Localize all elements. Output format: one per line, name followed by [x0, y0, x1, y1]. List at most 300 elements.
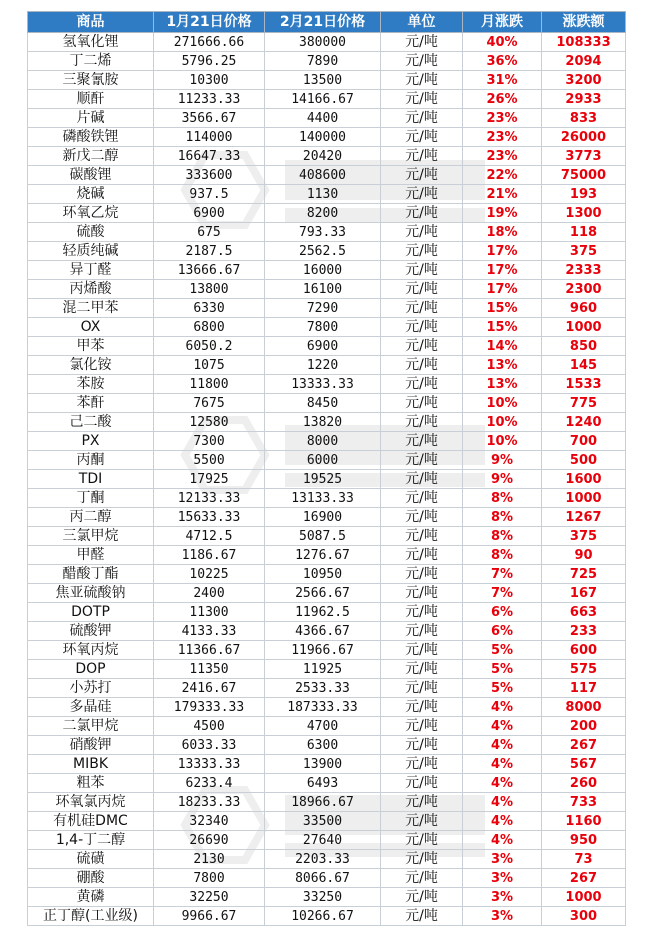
- change-amount-cell[interactable]: 575: [542, 660, 626, 679]
- product-cell[interactable]: 烧碱: [28, 185, 154, 204]
- feb-price-cell[interactable]: 18966.67: [265, 793, 381, 812]
- product-cell[interactable]: TDI: [28, 470, 154, 489]
- product-cell[interactable]: 丙二醇: [28, 508, 154, 527]
- monthly-change-cell[interactable]: 5%: [463, 660, 542, 679]
- monthly-change-cell[interactable]: 8%: [463, 508, 542, 527]
- change-amount-cell[interactable]: 2933: [542, 90, 626, 109]
- unit-cell[interactable]: 元/吨: [381, 166, 463, 185]
- product-cell[interactable]: 硼酸: [28, 869, 154, 888]
- jan-price-cell[interactable]: 1186.67: [154, 546, 265, 565]
- jan-price-cell[interactable]: 12133.33: [154, 489, 265, 508]
- product-cell[interactable]: 新戊二醇: [28, 147, 154, 166]
- jan-price-cell[interactable]: 7675: [154, 394, 265, 413]
- monthly-change-cell[interactable]: 4%: [463, 812, 542, 831]
- unit-cell[interactable]: 元/吨: [381, 299, 463, 318]
- jan-price-cell[interactable]: 675: [154, 223, 265, 242]
- feb-price-cell[interactable]: 13900: [265, 755, 381, 774]
- jan-price-cell[interactable]: 32340: [154, 812, 265, 831]
- product-cell[interactable]: 甲苯: [28, 337, 154, 356]
- product-cell[interactable]: 多晶硅: [28, 698, 154, 717]
- product-cell[interactable]: 有机硅DMC: [28, 812, 154, 831]
- header-change-amount[interactable]: 涨跌额: [542, 12, 626, 33]
- unit-cell[interactable]: 元/吨: [381, 356, 463, 375]
- unit-cell[interactable]: 元/吨: [381, 584, 463, 603]
- unit-cell[interactable]: 元/吨: [381, 204, 463, 223]
- monthly-change-cell[interactable]: 17%: [463, 261, 542, 280]
- change-amount-cell[interactable]: 950: [542, 831, 626, 850]
- change-amount-cell[interactable]: 1267: [542, 508, 626, 527]
- jan-price-cell[interactable]: 7300: [154, 432, 265, 451]
- change-amount-cell[interactable]: 1000: [542, 489, 626, 508]
- unit-cell[interactable]: 元/吨: [381, 337, 463, 356]
- jan-price-cell[interactable]: 13800: [154, 280, 265, 299]
- feb-price-cell[interactable]: 2566.67: [265, 584, 381, 603]
- unit-cell[interactable]: 元/吨: [381, 318, 463, 337]
- unit-cell[interactable]: 元/吨: [381, 90, 463, 109]
- table-row: [28, 90, 626, 109]
- monthly-change-cell[interactable]: 22%: [463, 166, 542, 185]
- monthly-change-cell[interactable]: 5%: [463, 641, 542, 660]
- unit-cell[interactable]: 元/吨: [381, 432, 463, 451]
- table-row: [28, 774, 626, 793]
- product-cell[interactable]: 小苏打: [28, 679, 154, 698]
- monthly-change-cell[interactable]: 13%: [463, 356, 542, 375]
- product-cell[interactable]: 磷酸铁锂: [28, 128, 154, 147]
- feb-price-cell[interactable]: 11962.5: [265, 603, 381, 622]
- monthly-change-cell[interactable]: 31%: [463, 71, 542, 90]
- monthly-change-cell[interactable]: 9%: [463, 451, 542, 470]
- table-row: [28, 185, 626, 204]
- unit-cell[interactable]: 元/吨: [381, 242, 463, 261]
- feb-price-cell[interactable]: 13333.33: [265, 375, 381, 394]
- jan-price-cell[interactable]: 6233.4: [154, 774, 265, 793]
- monthly-change-cell[interactable]: 3%: [463, 888, 542, 907]
- jan-price-cell[interactable]: 4712.5: [154, 527, 265, 546]
- feb-price-cell[interactable]: 408600: [265, 166, 381, 185]
- jan-price-cell[interactable]: 11350: [154, 660, 265, 679]
- feb-price-cell[interactable]: 1130: [265, 185, 381, 204]
- unit-cell[interactable]: 元/吨: [381, 622, 463, 641]
- product-cell[interactable]: 混二甲苯: [28, 299, 154, 318]
- jan-price-cell[interactable]: 271666.66: [154, 33, 265, 52]
- change-amount-cell[interactable]: 3200: [542, 71, 626, 90]
- jan-price-cell[interactable]: 13666.67: [154, 261, 265, 280]
- jan-price-cell[interactable]: 12580: [154, 413, 265, 432]
- unit-cell[interactable]: 元/吨: [381, 660, 463, 679]
- change-amount-cell[interactable]: 90: [542, 546, 626, 565]
- unit-cell[interactable]: 元/吨: [381, 261, 463, 280]
- monthly-change-cell[interactable]: 4%: [463, 774, 542, 793]
- feb-price-cell[interactable]: 7890: [265, 52, 381, 71]
- unit-cell[interactable]: 元/吨: [381, 698, 463, 717]
- unit-cell[interactable]: 元/吨: [381, 52, 463, 71]
- change-amount-cell[interactable]: 567: [542, 755, 626, 774]
- change-amount-cell[interactable]: 3773: [542, 147, 626, 166]
- feb-price-cell[interactable]: 6900: [265, 337, 381, 356]
- unit-cell[interactable]: 元/吨: [381, 451, 463, 470]
- table-row: [28, 71, 626, 90]
- feb-price-cell[interactable]: 187333.33: [265, 698, 381, 717]
- change-amount-cell[interactable]: 1533: [542, 375, 626, 394]
- monthly-change-cell[interactable]: 10%: [463, 413, 542, 432]
- change-amount-cell[interactable]: 375: [542, 242, 626, 261]
- jan-price-cell[interactable]: 11366.67: [154, 641, 265, 660]
- feb-price-cell[interactable]: 11925: [265, 660, 381, 679]
- change-amount-cell[interactable]: 1000: [542, 888, 626, 907]
- unit-cell[interactable]: 元/吨: [381, 470, 463, 489]
- change-amount-cell[interactable]: 500: [542, 451, 626, 470]
- table-row: [28, 318, 626, 337]
- unit-cell[interactable]: 元/吨: [381, 774, 463, 793]
- monthly-change-cell[interactable]: 36%: [463, 52, 542, 71]
- jan-price-cell[interactable]: 4500: [154, 717, 265, 736]
- table-row: [28, 888, 626, 907]
- header-unit[interactable]: 单位: [381, 12, 463, 33]
- unit-cell[interactable]: 元/吨: [381, 508, 463, 527]
- change-amount-cell[interactable]: 600: [542, 641, 626, 660]
- product-cell[interactable]: 环氧乙烷: [28, 204, 154, 223]
- change-amount-cell[interactable]: 1000: [542, 318, 626, 337]
- feb-price-cell[interactable]: 8200: [265, 204, 381, 223]
- jan-price-cell[interactable]: 2130: [154, 850, 265, 869]
- jan-price-cell[interactable]: 3566.67: [154, 109, 265, 128]
- unit-cell[interactable]: 元/吨: [381, 147, 463, 166]
- product-cell[interactable]: 顺酐: [28, 90, 154, 109]
- feb-price-cell[interactable]: 4366.67: [265, 622, 381, 641]
- change-amount-cell[interactable]: 1600: [542, 470, 626, 489]
- unit-cell[interactable]: 元/吨: [381, 565, 463, 584]
- jan-price-cell[interactable]: 9966.67: [154, 907, 265, 926]
- table-row: [28, 793, 626, 812]
- change-amount-cell[interactable]: 850: [542, 337, 626, 356]
- change-amount-cell[interactable]: 233: [542, 622, 626, 641]
- monthly-change-cell[interactable]: 10%: [463, 394, 542, 413]
- change-amount-cell[interactable]: 108333: [542, 33, 626, 52]
- product-cell[interactable]: 氯化铵: [28, 356, 154, 375]
- monthly-change-cell[interactable]: 8%: [463, 489, 542, 508]
- jan-price-cell[interactable]: 4133.33: [154, 622, 265, 641]
- jan-price-cell[interactable]: 333600: [154, 166, 265, 185]
- jan-price-cell[interactable]: 17925: [154, 470, 265, 489]
- feb-price-cell[interactable]: 5087.5: [265, 527, 381, 546]
- product-cell[interactable]: 苯胺: [28, 375, 154, 394]
- change-amount-cell[interactable]: 725: [542, 565, 626, 584]
- feb-price-cell[interactable]: 16900: [265, 508, 381, 527]
- jan-price-cell[interactable]: 179333.33: [154, 698, 265, 717]
- monthly-change-cell[interactable]: 15%: [463, 318, 542, 337]
- monthly-change-cell[interactable]: 13%: [463, 375, 542, 394]
- product-cell[interactable]: DOTP: [28, 603, 154, 622]
- product-cell[interactable]: 异丁醛: [28, 261, 154, 280]
- monthly-change-cell[interactable]: 3%: [463, 869, 542, 888]
- unit-cell[interactable]: 元/吨: [381, 736, 463, 755]
- product-cell[interactable]: 环氧丙烷: [28, 641, 154, 660]
- jan-price-cell[interactable]: 6033.33: [154, 736, 265, 755]
- feb-price-cell[interactable]: 19525: [265, 470, 381, 489]
- product-cell[interactable]: 环氧氯丙烷: [28, 793, 154, 812]
- product-cell[interactable]: PX: [28, 432, 154, 451]
- jan-price-cell[interactable]: 7800: [154, 869, 265, 888]
- unit-cell[interactable]: 元/吨: [381, 375, 463, 394]
- feb-price-cell[interactable]: 6300: [265, 736, 381, 755]
- table-row: [28, 356, 626, 375]
- product-cell[interactable]: 丁二烯: [28, 52, 154, 71]
- change-amount-cell[interactable]: 663: [542, 603, 626, 622]
- unit-cell[interactable]: 元/吨: [381, 755, 463, 774]
- product-cell[interactable]: MIBK: [28, 755, 154, 774]
- change-amount-cell[interactable]: 8000: [542, 698, 626, 717]
- feb-price-cell[interactable]: 7290: [265, 299, 381, 318]
- jan-price-cell[interactable]: 32250: [154, 888, 265, 907]
- feb-price-cell[interactable]: 2533.33: [265, 679, 381, 698]
- product-cell[interactable]: 醋酸丁酯: [28, 565, 154, 584]
- monthly-change-cell[interactable]: 4%: [463, 698, 542, 717]
- monthly-change-cell[interactable]: 14%: [463, 337, 542, 356]
- jan-price-cell[interactable]: 6330: [154, 299, 265, 318]
- change-amount-cell[interactable]: 118: [542, 223, 626, 242]
- change-amount-cell[interactable]: 733: [542, 793, 626, 812]
- feb-price-cell[interactable]: 8000: [265, 432, 381, 451]
- feb-price-cell[interactable]: 13133.33: [265, 489, 381, 508]
- table-row: [28, 584, 626, 603]
- monthly-change-cell[interactable]: 9%: [463, 470, 542, 489]
- monthly-change-cell[interactable]: 6%: [463, 603, 542, 622]
- jan-price-cell[interactable]: 16647.33: [154, 147, 265, 166]
- unit-cell[interactable]: 元/吨: [381, 831, 463, 850]
- feb-price-cell[interactable]: 4700: [265, 717, 381, 736]
- change-amount-cell[interactable]: 2300: [542, 280, 626, 299]
- feb-price-cell[interactable]: 380000: [265, 33, 381, 52]
- unit-cell[interactable]: 元/吨: [381, 413, 463, 432]
- monthly-change-cell[interactable]: 8%: [463, 546, 542, 565]
- change-amount-cell[interactable]: 200: [542, 717, 626, 736]
- change-amount-cell[interactable]: 775: [542, 394, 626, 413]
- product-cell[interactable]: 硫酸: [28, 223, 154, 242]
- product-cell[interactable]: 氢氧化锂: [28, 33, 154, 52]
- change-amount-cell[interactable]: 117: [542, 679, 626, 698]
- monthly-change-cell[interactable]: 4%: [463, 831, 542, 850]
- monthly-change-cell[interactable]: 4%: [463, 717, 542, 736]
- feb-price-cell[interactable]: 6000: [265, 451, 381, 470]
- feb-price-cell[interactable]: 140000: [265, 128, 381, 147]
- monthly-change-cell[interactable]: 19%: [463, 204, 542, 223]
- unit-cell[interactable]: 元/吨: [381, 546, 463, 565]
- feb-price-cell[interactable]: 1220: [265, 356, 381, 375]
- product-cell[interactable]: 甲醛: [28, 546, 154, 565]
- table-row: [28, 109, 626, 128]
- product-cell[interactable]: OX: [28, 318, 154, 337]
- jan-price-cell[interactable]: 6900: [154, 204, 265, 223]
- unit-cell[interactable]: 元/吨: [381, 109, 463, 128]
- feb-price-cell[interactable]: 2203.33: [265, 850, 381, 869]
- monthly-change-cell[interactable]: 6%: [463, 622, 542, 641]
- jan-price-cell[interactable]: 10225: [154, 565, 265, 584]
- unit-cell[interactable]: 元/吨: [381, 128, 463, 147]
- change-amount-cell[interactable]: 267: [542, 869, 626, 888]
- header-feb-price[interactable]: 2月21日价格: [265, 12, 381, 33]
- unit-cell[interactable]: 元/吨: [381, 33, 463, 52]
- jan-price-cell[interactable]: 11233.33: [154, 90, 265, 109]
- product-cell[interactable]: 片碱: [28, 109, 154, 128]
- header-jan-price[interactable]: 1月21日价格: [154, 12, 265, 33]
- jan-price-cell[interactable]: 10300: [154, 71, 265, 90]
- monthly-change-cell[interactable]: 17%: [463, 280, 542, 299]
- change-amount-cell[interactable]: 260: [542, 774, 626, 793]
- unit-cell[interactable]: 元/吨: [381, 793, 463, 812]
- product-cell[interactable]: 正丁醇(工业级): [28, 907, 154, 926]
- monthly-change-cell[interactable]: 7%: [463, 565, 542, 584]
- jan-price-cell[interactable]: 18233.33: [154, 793, 265, 812]
- feb-price-cell[interactable]: 27640: [265, 831, 381, 850]
- feb-price-cell[interactable]: 16000: [265, 261, 381, 280]
- jan-price-cell[interactable]: 13333.33: [154, 755, 265, 774]
- jan-price-cell[interactable]: 11300: [154, 603, 265, 622]
- unit-cell[interactable]: 元/吨: [381, 812, 463, 831]
- change-amount-cell[interactable]: 73: [542, 850, 626, 869]
- product-cell[interactable]: 硫磺: [28, 850, 154, 869]
- unit-cell[interactable]: 元/吨: [381, 527, 463, 546]
- unit-cell[interactable]: 元/吨: [381, 280, 463, 299]
- unit-cell[interactable]: 元/吨: [381, 888, 463, 907]
- feb-price-cell[interactable]: 2562.5: [265, 242, 381, 261]
- jan-price-cell[interactable]: 937.5: [154, 185, 265, 204]
- feb-price-cell[interactable]: 11966.67: [265, 641, 381, 660]
- jan-price-cell[interactable]: 2416.67: [154, 679, 265, 698]
- monthly-change-cell[interactable]: 7%: [463, 584, 542, 603]
- unit-cell[interactable]: 元/吨: [381, 71, 463, 90]
- jan-price-cell[interactable]: 5500: [154, 451, 265, 470]
- table-row: [28, 698, 626, 717]
- change-amount-cell[interactable]: 300: [542, 907, 626, 926]
- header-monthly-change[interactable]: 月涨跌: [463, 12, 542, 33]
- jan-price-cell[interactable]: 26690: [154, 831, 265, 850]
- feb-price-cell[interactable]: 8450: [265, 394, 381, 413]
- feb-price-cell[interactable]: 33500: [265, 812, 381, 831]
- change-amount-cell[interactable]: 2333: [542, 261, 626, 280]
- feb-price-cell[interactable]: 7800: [265, 318, 381, 337]
- monthly-change-cell[interactable]: 4%: [463, 755, 542, 774]
- unit-cell[interactable]: 元/吨: [381, 869, 463, 888]
- product-cell[interactable]: 焦亚硫酸钠: [28, 584, 154, 603]
- change-amount-cell[interactable]: 75000: [542, 166, 626, 185]
- monthly-change-cell[interactable]: 18%: [463, 223, 542, 242]
- jan-price-cell[interactable]: 15633.33: [154, 508, 265, 527]
- feb-price-cell[interactable]: 13820: [265, 413, 381, 432]
- change-amount-cell[interactable]: 145: [542, 356, 626, 375]
- product-cell[interactable]: 苯酐: [28, 394, 154, 413]
- feb-price-cell[interactable]: 10950: [265, 565, 381, 584]
- product-cell[interactable]: 轻质纯碱: [28, 242, 154, 261]
- change-amount-cell[interactable]: 1160: [542, 812, 626, 831]
- jan-price-cell[interactable]: 11800: [154, 375, 265, 394]
- feb-price-cell[interactable]: 8066.67: [265, 869, 381, 888]
- change-amount-cell[interactable]: 375: [542, 527, 626, 546]
- unit-cell[interactable]: 元/吨: [381, 489, 463, 508]
- unit-cell[interactable]: 元/吨: [381, 223, 463, 242]
- monthly-change-cell[interactable]: 23%: [463, 128, 542, 147]
- monthly-change-cell[interactable]: 17%: [463, 242, 542, 261]
- feb-price-cell[interactable]: 16100: [265, 280, 381, 299]
- unit-cell[interactable]: 元/吨: [381, 679, 463, 698]
- product-cell[interactable]: 硝酸钾: [28, 736, 154, 755]
- feb-price-cell[interactable]: 6493: [265, 774, 381, 793]
- unit-cell[interactable]: 元/吨: [381, 185, 463, 204]
- feb-price-cell[interactable]: 4400: [265, 109, 381, 128]
- product-cell[interactable]: 丙烯酸: [28, 280, 154, 299]
- product-cell[interactable]: 黄磷: [28, 888, 154, 907]
- change-amount-cell[interactable]: 167: [542, 584, 626, 603]
- monthly-change-cell[interactable]: 4%: [463, 736, 542, 755]
- feb-price-cell[interactable]: 1276.67: [265, 546, 381, 565]
- change-amount-cell[interactable]: 267: [542, 736, 626, 755]
- monthly-change-cell[interactable]: 8%: [463, 527, 542, 546]
- product-cell[interactable]: 三聚氰胺: [28, 71, 154, 90]
- monthly-change-cell[interactable]: 40%: [463, 33, 542, 52]
- monthly-change-cell[interactable]: 23%: [463, 147, 542, 166]
- header-product[interactable]: 商品: [28, 12, 154, 33]
- change-amount-cell[interactable]: 833: [542, 109, 626, 128]
- unit-cell[interactable]: 元/吨: [381, 603, 463, 622]
- unit-cell[interactable]: 元/吨: [381, 394, 463, 413]
- product-cell[interactable]: 丙酮: [28, 451, 154, 470]
- jan-price-cell[interactable]: 114000: [154, 128, 265, 147]
- product-cell[interactable]: 碳酸锂: [28, 166, 154, 185]
- jan-price-cell[interactable]: 1075: [154, 356, 265, 375]
- monthly-change-cell[interactable]: 21%: [463, 185, 542, 204]
- change-amount-cell[interactable]: 1300: [542, 204, 626, 223]
- unit-cell[interactable]: 元/吨: [381, 850, 463, 869]
- monthly-change-cell[interactable]: 3%: [463, 907, 542, 926]
- product-cell[interactable]: 1,4-丁二醇: [28, 831, 154, 850]
- jan-price-cell[interactable]: 6050.2: [154, 337, 265, 356]
- product-cell[interactable]: 三氯甲烷: [28, 527, 154, 546]
- feb-price-cell[interactable]: 33250: [265, 888, 381, 907]
- jan-price-cell[interactable]: 2400: [154, 584, 265, 603]
- monthly-change-cell[interactable]: 23%: [463, 109, 542, 128]
- monthly-change-cell[interactable]: 4%: [463, 793, 542, 812]
- change-amount-cell[interactable]: 700: [542, 432, 626, 451]
- jan-price-cell[interactable]: 6800: [154, 318, 265, 337]
- feb-price-cell[interactable]: 14166.67: [265, 90, 381, 109]
- product-cell[interactable]: 丁酮: [28, 489, 154, 508]
- unit-cell[interactable]: 元/吨: [381, 641, 463, 660]
- product-cell[interactable]: 硫酸钾: [28, 622, 154, 641]
- change-amount-cell[interactable]: 193: [542, 185, 626, 204]
- jan-price-cell[interactable]: 5796.25: [154, 52, 265, 71]
- monthly-change-cell[interactable]: 10%: [463, 432, 542, 451]
- feb-price-cell[interactable]: 20420: [265, 147, 381, 166]
- monthly-change-cell[interactable]: 15%: [463, 299, 542, 318]
- monthly-change-cell[interactable]: 3%: [463, 850, 542, 869]
- unit-cell[interactable]: 元/吨: [381, 717, 463, 736]
- feb-price-cell[interactable]: 793.33: [265, 223, 381, 242]
- product-cell[interactable]: 己二酸: [28, 413, 154, 432]
- product-cell[interactable]: 二氯甲烷: [28, 717, 154, 736]
- table-row: [28, 147, 626, 166]
- product-cell[interactable]: DOP: [28, 660, 154, 679]
- monthly-change-cell[interactable]: 5%: [463, 679, 542, 698]
- change-amount-cell[interactable]: 26000: [542, 128, 626, 147]
- feb-price-cell[interactable]: 13500: [265, 71, 381, 90]
- feb-price-cell[interactable]: 10266.67: [265, 907, 381, 926]
- unit-cell[interactable]: 元/吨: [381, 907, 463, 926]
- monthly-change-cell[interactable]: 26%: [463, 90, 542, 109]
- product-cell[interactable]: 粗苯: [28, 774, 154, 793]
- jan-price-cell[interactable]: 2187.5: [154, 242, 265, 261]
- change-amount-cell[interactable]: 2094: [542, 52, 626, 71]
- change-amount-cell[interactable]: 960: [542, 299, 626, 318]
- change-amount-cell[interactable]: 1240: [542, 413, 626, 432]
